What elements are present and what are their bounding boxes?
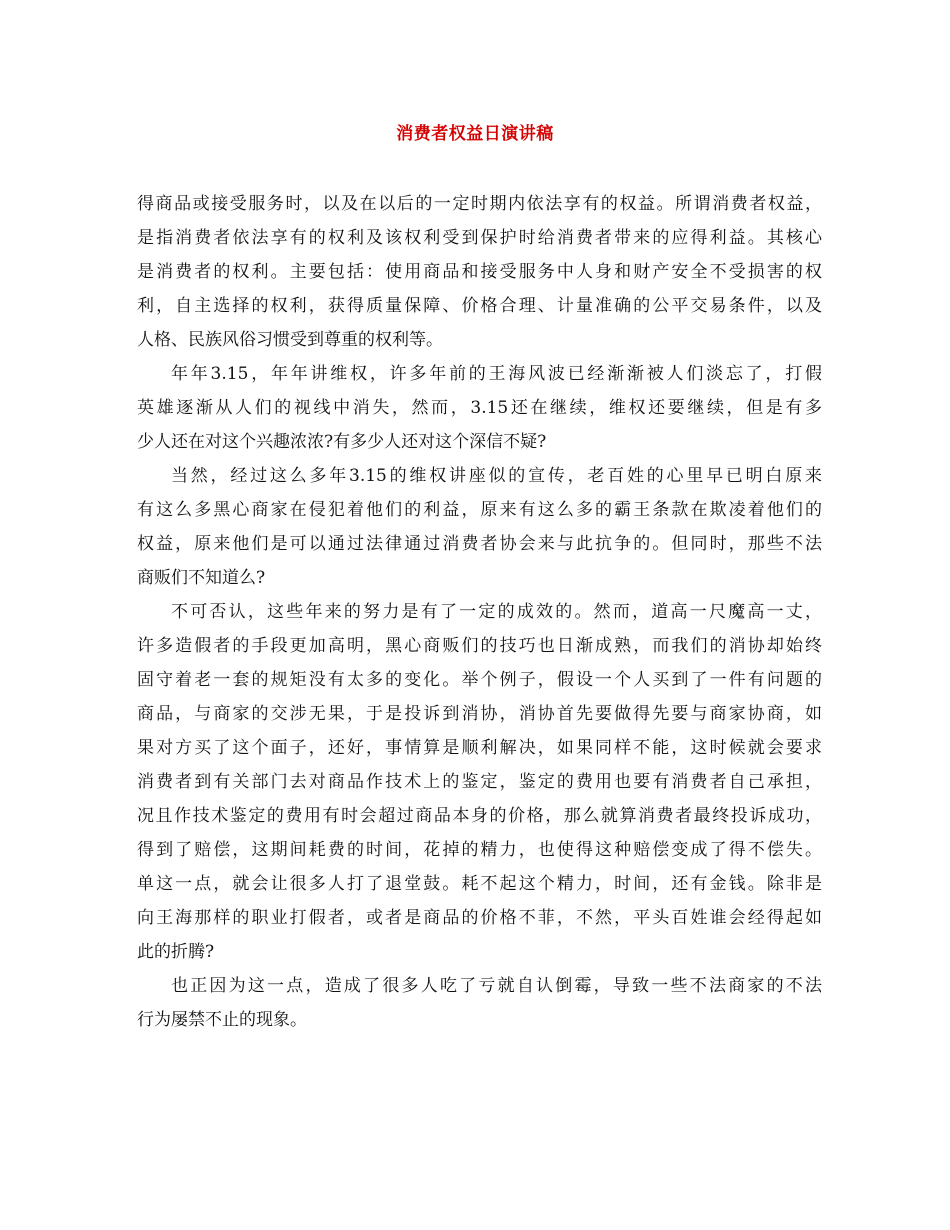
text-line: 单这一点，就会让很多人打了退堂鼓。耗不起这个精力，时间，还有金钱。除非是 (137, 874, 822, 894)
text-line: 也正因为这一点，造成了很多人吃了亏就自认倒霉，导致一些不法商家的不法 (171, 976, 822, 996)
text-line: 商品，与商家的交涉无果，于是投诉到消协，消协首先要做得先要与商家协商，如 (137, 704, 822, 724)
text-line: 不可否认，这些年来的努力是有了一定的成效的。然而，道高一尺魔高一丈， (171, 602, 822, 622)
text-line: 向王海那样的职业打假者，或者是商品的价格不菲，不然，平头百姓谁会经得起如 (137, 908, 822, 928)
text-line: 少人还在对这个兴趣浓浓?有多少人还对这个深信不疑? (137, 432, 547, 452)
text-line: 固守着老一套的规矩没有太多的变化。举个例子，假设一个人买到了一件有问题的 (137, 670, 822, 690)
text-line: 消费者到有关部门去对商品作技术上的鉴定，鉴定的费用也要有消费者自己承担， (137, 772, 822, 792)
text-line: 英雄逐渐从人们的视线中消失，然而，3.15还在继续，维权还要继续，但是有多 (137, 398, 822, 418)
document-body (137, 187, 822, 1037)
text-line: 年年3.15，年年讲维权，许多年前的王海风波已经渐渐被人们淡忘了，打假 (171, 364, 822, 384)
text-line: 得商品或接受服务时，以及在以后的一定时期内依法享有的权益。所谓消费者权益， (137, 194, 822, 214)
text-line: 是指消费者依法享有的权利及该权利受到保护时给消费者带来的应得利益。其核心 (137, 228, 822, 248)
text-line: 此的折腾? (137, 942, 215, 962)
paragraph-4 (137, 595, 822, 969)
text-line: 有这么多黑心商家在侵犯着他们的利益，原来有这么多的霸王条款在欺凌着他们的 (137, 500, 822, 520)
text-line: 商贩们不知道么? (137, 568, 266, 588)
document-title: 消费者权益日演讲稿 (396, 124, 554, 144)
text-line: 况且作技术鉴定的费用有时会超过商品本身的价格，那么就算消费者最终投诉成功， (137, 806, 822, 826)
text-line: 是消费者的权利。主要包括：使用商品和接受服务中人身和财产安全不受损害的权 (137, 262, 822, 282)
text-line: 行为屡禁不止的现象。 (137, 1010, 307, 1030)
paragraph-2 (137, 357, 822, 459)
text-line: 当然，经过这么多年3.15的维权讲座似的宣传，老百姓的心里早已明白原来 (171, 466, 822, 486)
text-line: 人格、民族风俗习惯受到尊重的权利等。 (137, 330, 443, 350)
text-line: 果对方买了这个面子，还好，事情算是顺利解决，如果同样不能，这时候就会要求 (137, 738, 822, 758)
paragraph-3 (137, 459, 822, 595)
text-line: 利，自主选择的权利，获得质量保障、价格合理、计量准确的公平交易条件，以及 (137, 296, 822, 316)
paragraph-1 (137, 187, 822, 357)
text-line: 得到了赔偿，这期间耗费的时间，花掉的精力，也使得这种赔偿变成了得不偿失。 (137, 840, 822, 860)
paragraph-5 (137, 969, 822, 1037)
text-line: 许多造假者的手段更加高明，黑心商贩们的技巧也日渐成熟，而我们的消协却始终 (137, 636, 822, 656)
text-line: 权益，原来他们是可以通过法律通过消费者协会来与此抗争的。但同时，那些不法 (137, 534, 822, 554)
